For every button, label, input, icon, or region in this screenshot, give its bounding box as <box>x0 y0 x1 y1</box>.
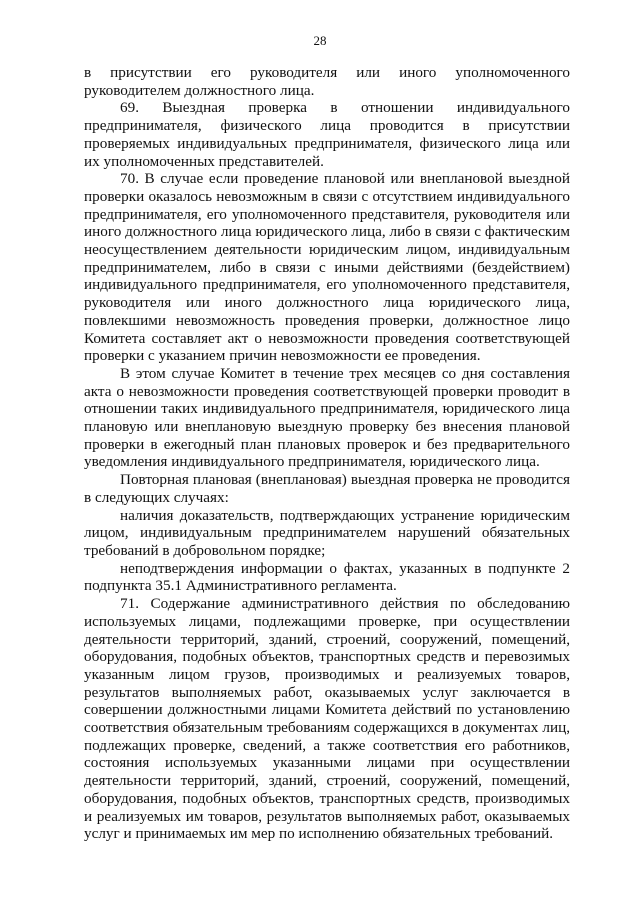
paragraph-70-repeat-inspection: В этом случае Комитет в течение трех месяцев со дня составления акта о невозможности проведения соответствующей проверки проводит в отношении таких индивидуального предпринимателя, юридического лица плановую или внеплановую выездную проверку без внесения плановой проверки в ежегодный план плановых проверок и без предварительного уведомления индивидуального предпринимателя, юридического лица. <box>84 364 570 471</box>
paragraph-71: 71. Содержание административного действия по обследованию используемых лицами, подлежащими проверке, при осуществлении деятельности территорий, зданий, строений, сооружений, помещений, оборудования, подобных объектов, транспортных средств и перевозимых указанным лицом грузов, производимых и реализуемых товаров, результатов выполняемых работ, оказываемых услуг заключается в совершении должностными лицами Комитета действий по установлению соответствия обязательным требованиям содержащихся в документах лиц, подлежащих проверке, сведений, а также соответствия его работников, состояния используемых указанными лицами при осуществлении деятельности территорий, зданий, строений, сооружений, помещений, оборудования, подобных объектов, транспортных средств, производимых и реализуемых им товаров, результатов выполняемых работ, оказываемых услуг и принимаемых им мер по исполнению обязательных требований. <box>84 595 570 843</box>
paragraph-70-exceptions-intro: Повторная плановая (внеплановая) выездная проверка не проводится в следующих случаях: <box>84 471 570 506</box>
paragraph-continuation: в присутствии его руководителя или иного уполномоченного руководителем должностного лица. <box>84 64 570 99</box>
paragraph-70: 70. В случае если проведение плановой или внеплановой выездной проверки оказалось невозможным в связи с отсутствием индивидуального предпринимателя, его уполномоченного представителя, руководителя или иного должностного лица юридического лица, либо в связи с фактическим неосуществлением деятельности юридическим лицом, индивидуальным предпринимателем, либо в связи с иными действиями (бездействием) индивидуального предпринимателя, его уполномоченного представителя, руководителя или иного должностного лица юридического лица, повлекшими невозможность проведения проверки, должностное лицо Комитета составляет акт о невозможности проведения соответствующей проверки с указанием причин невозможности ее проведения. <box>84 170 570 365</box>
paragraph-70-exception-unconfirmed: неподтверждения информации о фактах, указанных в подпункте 2 подпункта 35.1 Административного регламента. <box>84 559 570 595</box>
document-body <box>84 64 570 843</box>
paragraph-70-exception-evidence: наличия доказательств, подтверждающих устранение юридическим лицом, индивидуальным предпринимателем нарушений обязательных требований в добровольном порядке; <box>84 506 570 559</box>
page-number: 28 <box>313 33 327 48</box>
paragraph-69: 69. Выездная проверка в отношении индивидуального предпринимателя, физического лица проводится в присутствии проверяемых индивидуальных предпринимателя, физического лица или их уполномоченных представителей. <box>84 99 570 170</box>
